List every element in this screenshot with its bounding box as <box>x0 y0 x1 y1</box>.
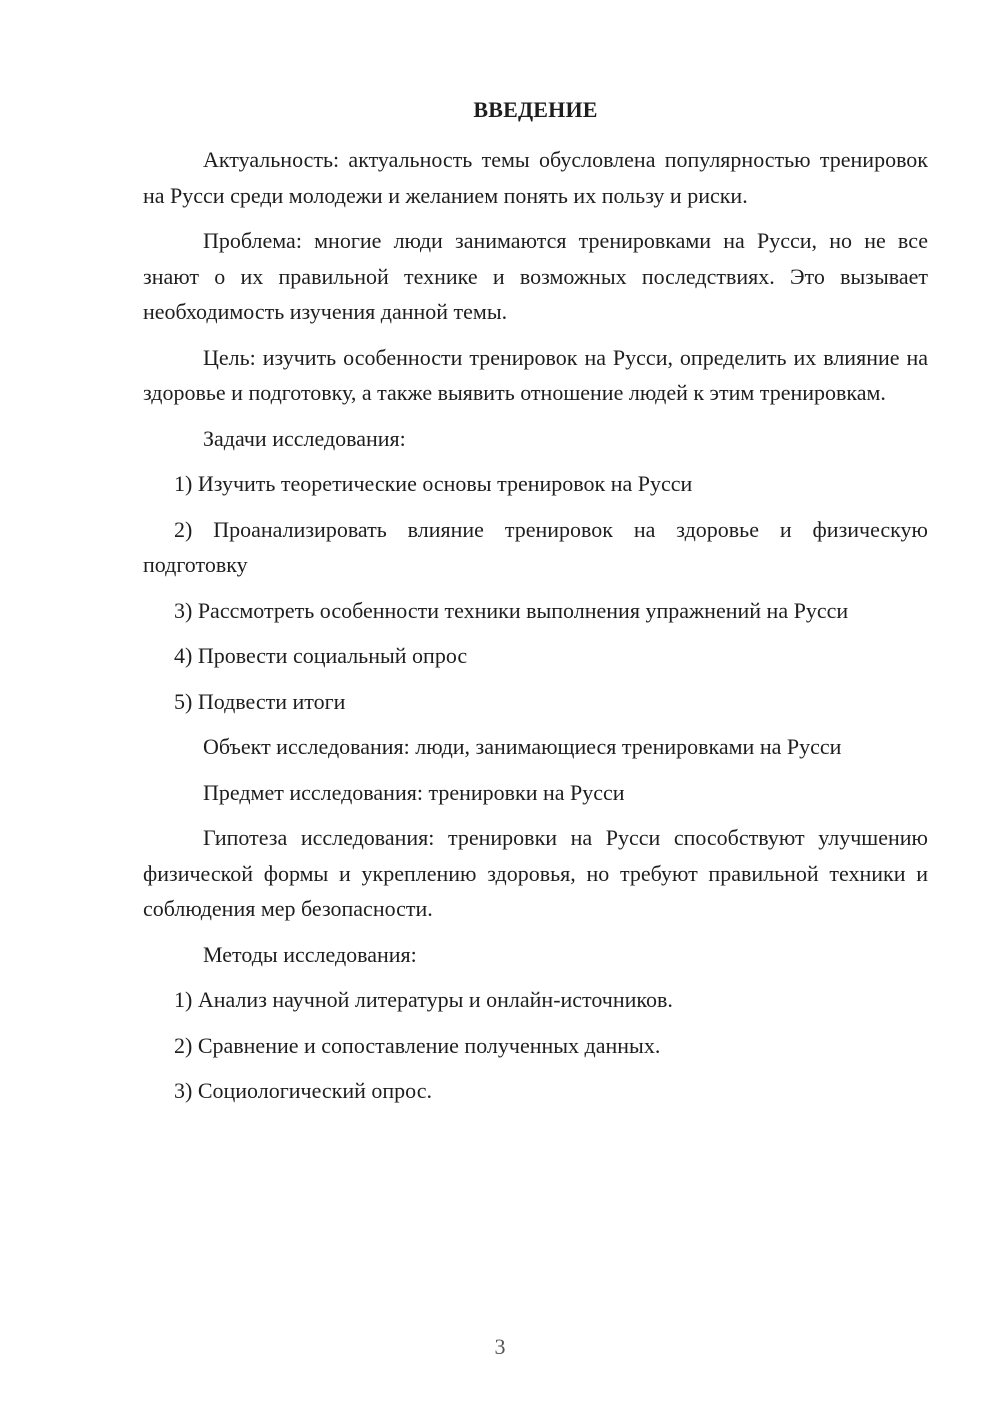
list-item: 2) Проанализировать влияние тренировок на здоровье и физическую подготовку <box>143 516 928 577</box>
subject-paragraph: Предмет исследования: тренировки на Русси <box>203 779 625 805</box>
tasks-heading: Задачи исследования: <box>203 425 406 451</box>
document-page <box>143 92 928 1119</box>
tasks-list <box>143 466 928 719</box>
list-item: 4) Провести социальный опрос <box>174 643 468 668</box>
goal-paragraph: Цель: изучить особенности тренировок на Русси, определить их влияние на здоровье и подготовку, а также выявить отношение людей к этим тренировкам. <box>143 344 928 405</box>
list-item: 5) Подвести итоги <box>174 688 346 714</box>
list-item: 1) Изучить теоретические основы тренировок на Русси <box>174 471 693 496</box>
methods-list <box>143 982 928 1109</box>
problem-paragraph: Проблема: многие люди занимаются тренировками на Русси, но не все знают о их правильной технике и возможных последствиях. Это вызывает необходимость изучения данной темы. <box>143 228 928 324</box>
relevance-paragraph: Актуальность: актуальность темы обусловлена популярностью тренировок на Русси среди молодежи и желанием понять их пользу и риски. <box>143 147 928 208</box>
methods-heading: Методы исследования: <box>203 941 417 967</box>
hypothesis-paragraph: Гипотеза исследования: тренировки на Русси способствуют улучшению физической формы и укреплению здоровья, но требуют правильной техники и соблюдения мер безопасности. <box>143 825 928 921</box>
list-item: 3) Рассмотреть особенности техники выполнения упражнений на Русси <box>174 597 849 623</box>
page-title: ВВЕДЕНИЕ <box>473 97 598 122</box>
list-item: 2) Сравнение и сопоставление полученных данных. <box>174 1032 661 1058</box>
object-paragraph: Объект исследования: люди, занимающиеся тренировками на Русси <box>203 734 842 759</box>
list-item: 1) Анализ научной литературы и онлайн-источников. <box>174 987 673 1012</box>
page-number: 3 <box>494 1334 506 1359</box>
list-item: 3) Социологический опрос. <box>174 1078 432 1103</box>
